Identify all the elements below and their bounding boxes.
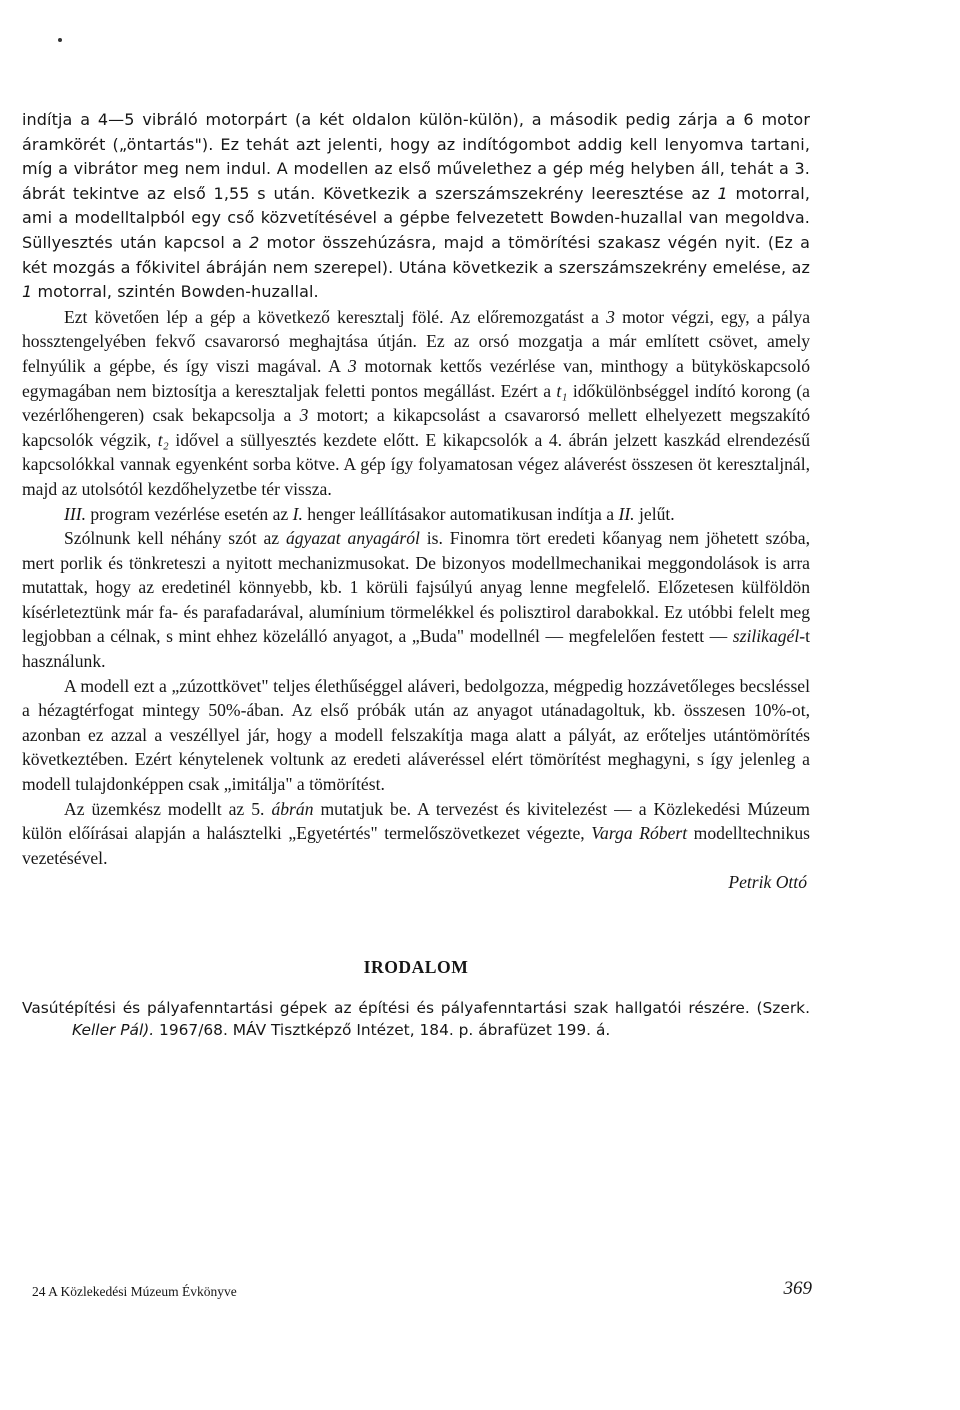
paragraph-segment: t₂	[157, 429, 169, 450]
paragraph-segment: jelűt.	[634, 503, 675, 524]
paragraph-segment: 2	[249, 232, 260, 252]
paragraph-segment: 3	[606, 306, 615, 327]
paragraph-segment: Varga Róbert	[591, 823, 688, 844]
paragraph-segment: -t használunk.	[22, 626, 810, 672]
paragraph-segment: II.	[618, 503, 635, 524]
paragraph-segment: ágyazat anyagáról	[285, 528, 420, 549]
paragraph-p3	[22, 502, 810, 527]
paragraph-segment: A modell ezt a „zúzottkövet" teljes élethűséggel aláveri, bedolgozza, mégpedig hozzávetőleges becsléssel a hézagtérfogat mintegy 50%-ában. Az első próbák után az anyagot utánadagoltuk, kb. összesen 10%-ot, azonban ez azzal a veszéllyel jár, hogy a modell felszakítja maga alatt a pályát, az erőteljes utántömörítés következtében. Ezért kénytelenek voltunk az eredeti aláveréssel elért tömörítést meghagyni, s így jelenleg a modell tulajdonképpen csak „imitálja" a tömörítést.	[22, 675, 810, 795]
paragraph-segment: mutatjuk be. A tervezést és kivitelezést — a Közlekedési Múzeum külön előírásai alapján a halásztelki „Egyetértés" termelőszövetkezet végezte,	[22, 798, 810, 844]
body-text	[22, 108, 810, 870]
stray-mark	[58, 38, 62, 42]
paragraph-segment: 3	[299, 405, 309, 426]
paragraph-segment: modelltechnikus vezetésével.	[22, 823, 810, 868]
paragraph-p1	[22, 108, 810, 305]
paragraph-segment: Ezt követően lép a gép a következő keresztalj fölé. Az előremozgatást a	[64, 306, 607, 327]
document-page	[22, 108, 810, 1041]
paragraph-segment: ábrán	[271, 798, 314, 819]
paragraph-segment: 1	[717, 183, 728, 203]
paragraph-segment: Szólnunk kell néhány szót az	[64, 528, 286, 549]
paragraph-segment: III.	[64, 503, 86, 524]
paragraph-segment: 3	[347, 355, 357, 376]
paragraph-p6	[22, 797, 810, 871]
paragraph-segment: motort; a kikapcsolást a csavarorsó mellett elhelyezett megszakító kapcsolók végzik,	[22, 405, 811, 450]
paragraph-segment: program vezérlése esetén az	[85, 503, 293, 524]
page-number: 369	[783, 1278, 812, 1299]
paragraph-segment: időkülönbséggel indító korong (a vezérlőhengeren) csak bekapcsolja a	[22, 380, 810, 426]
reference-segment: 1967/68. MÁV Tisztképző Intézet, 184. p. ábrafüzet 199. á.	[154, 1021, 611, 1039]
section-heading: IRODALOM	[363, 957, 469, 977]
paragraph-segment: t₁	[556, 380, 568, 401]
paragraph-segment: motornak kettős vezérlése van, minthogy a bütyköskapcsoló egymagában nem biztosítja a keresztaljak feletti pontos megállást. Ezért a	[22, 355, 811, 401]
paragraph-segment: indítja a 4—5 vibráló motorpárt (a két oldalon külön-külön), a második pedig zárja a 6 motor áramkörét („öntartás"). Ez tehát azt jelenti, hogy az indítógombot addig kell lenyomva tartani, míg a vibrátor meg nem indul. A modellen az első művelethez a gép még helyben áll, tehát a 3. ábrát tekintve az első 1,55 s után. Következik a szerszámszekrény leeresztése az	[22, 110, 810, 203]
author-signature: Petrik Ottó	[728, 872, 807, 893]
reference-segment: Keller Pál).	[72, 1021, 155, 1039]
paragraph-segment: motor összehúzásra, majd a tömörítési szakasz végén nyit. (Ez a két mozgás a főkivitel ábráján nem szerepel).	[22, 232, 810, 277]
paragraph-segment: 1	[22, 282, 33, 302]
paragraph-segment: Az üzemkész modellt az 5.	[64, 798, 272, 819]
references-list	[22, 997, 810, 1041]
paragraph-segment: is. Finomra tört eredeti kőanyag nem jöhetett szóba, mert porlik és tönkreteszi a nyitott mechanizmusokat. De bizonyos modellmechanikai meggondolások is arra mutattak, hogy az eredetinél könnyebb, kb. 1 körüli fajsúlyú anyag lenne megfelelő. Előzetesen külföldön kísérleteztünk már fa- és parafadarával, alumínium törmelékkel és polisztirol darabokkal. Ez utóbbi felelt meg legjobban a célnak, s mint ehhez közelálló anyagot, a „Buda" modellnél — megfelelően festett —	[22, 528, 810, 647]
paragraph-segment: motorral, szintén Bowden-huzallal.	[32, 282, 319, 302]
paragraph-segment: motorral, ami a modelltalpból egy cső közvetítésével a gépbe felvezetett Bowden-huzallal van megoldva. Süllyesztés után kapcsol a	[22, 183, 810, 252]
paragraph-p2	[22, 305, 810, 502]
footer-journal: 24 A Közlekedési Múzeum Évkönyve	[32, 1284, 237, 1299]
paragraph-p5	[22, 674, 810, 797]
reference-segment: Vasútépítési és pályafenntartási gépek az építési és pályafenntartási szak hallgatói részére. (Szerk.	[22, 999, 810, 1017]
paragraph-p4	[22, 526, 810, 674]
paragraph-segment: szilikagél	[732, 626, 800, 647]
reference-item	[22, 997, 810, 1041]
paragraph-segment: Utána következik a szerszámszekrény emelése, az	[393, 257, 810, 277]
paragraph-segment: henger leállításakor automatikusan indítja a	[302, 503, 619, 524]
paragraph-segment: idővel a süllyesztés kezdete előtt. E kikapcsolók a 4. ábrán jelzett kaszkád elrendezésű kapcsolókkal vannak egyenként sorba kötve. A gép így folyamatosan végez aláverést összesen öt keresztaljnál, majd az utolsótól kezdőhelyzetbe tér vissza.	[22, 429, 810, 499]
paragraph-segment: I.	[292, 503, 303, 524]
paragraph-segment: motor végzi, egy, a pálya hossztengelyében fekvő csavarorsó meghajtása útján. Ez az orsó mozgatja a már említett csövet, amely felnyúlik a gépbe, és így viszi magával. A	[22, 306, 810, 376]
